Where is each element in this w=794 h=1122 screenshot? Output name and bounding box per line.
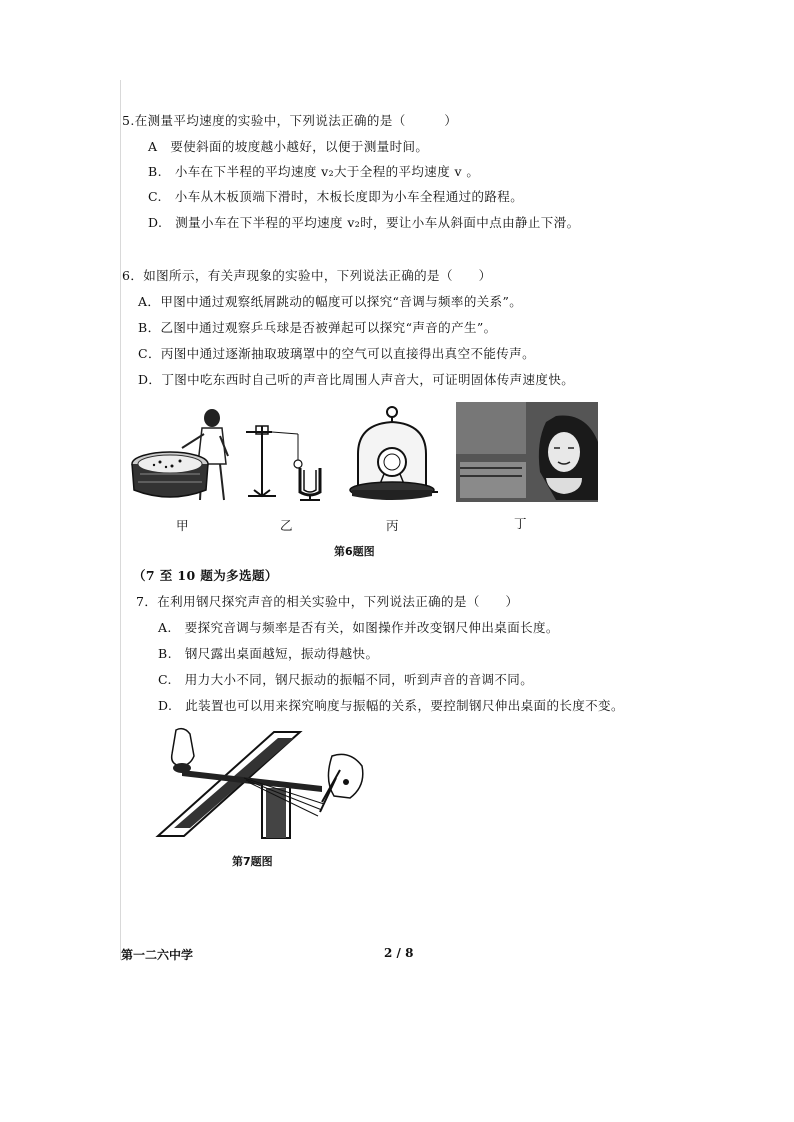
q6-option-a: A．甲图中通过观察纸屑跳动的幅度可以探究“音调与频率的关系”。 — [138, 294, 523, 309]
q6-stem: 6．如图所示，有关声现象的实验中，下列说法正确的是（ ） — [122, 268, 492, 283]
q5-option-a: A 要使斜面的坡度越小越好，以便于测量时间。 — [148, 139, 429, 154]
q7-option-b: B. 钢尺露出桌面越短，振动得越快。 — [158, 646, 379, 661]
multiple-choice-note: （7 至 10 题为多选题） — [133, 568, 278, 583]
figure-label-yi: 乙 — [280, 518, 293, 533]
figure-yi-tuning-fork — [240, 420, 330, 504]
footer-school-name: 第一二六中学 — [121, 948, 194, 962]
binding-margin-line — [120, 80, 121, 960]
figure-q7-steel-ruler — [154, 726, 376, 842]
q5-option-d: D. 测量小车在下半程的平均速度 v₂时，要让小车从斜面中点由静止下滑。 — [148, 215, 580, 230]
figure-label-ding: 丁 — [514, 516, 527, 531]
q5-stem: 5.在测量平均速度的实验中，下列说法正确的是（ ） — [122, 113, 458, 128]
figure-bing-bell-jar — [348, 404, 438, 504]
q7-figure-caption: 第7题图 — [232, 855, 273, 868]
q6-option-d: D．丁图中吃东西时自己听的声音比周围人声音大，可证明固体传声速度快。 — [138, 372, 575, 387]
q7-option-d: D. 此装置也可以用来探究响度与振幅的关系，要控制钢尺伸出桌面的长度不变。 — [158, 698, 624, 713]
q7-option-a: A. 要探究音调与频率是否有关，如图操作并改变钢尺伸出桌面长度。 — [158, 620, 559, 635]
footer-page-number: 2 / 8 — [384, 946, 414, 960]
q7-option-c: C. 用力大小不同，钢尺振动的振幅不同，听到声音的音调不同。 — [158, 672, 534, 687]
figure-label-jia: 甲 — [176, 518, 189, 533]
figure-jia-drum — [130, 404, 240, 504]
q6-option-c: C．丙图中通过逐渐抽取玻璃罩中的空气可以直接得出真空不能传声。 — [138, 346, 535, 361]
figure-label-bing: 丙 — [386, 518, 399, 533]
figure-ding-person-eating — [456, 402, 598, 502]
q5-option-c: C. 小车从木板顶端下滑时，木板长度即为小车全程通过的路程。 — [148, 189, 524, 204]
q6-figure-caption: 第6题图 — [334, 545, 375, 558]
q5-option-b: B. 小车在下半程的平均速度 v₂大于全程的平均速度 v 。 — [148, 164, 480, 179]
q6-option-b: B．乙图中通过观察乒乓球是否被弹起可以探究“声音的产生”。 — [138, 320, 497, 335]
q7-stem: 7．在利用钢尺探究声音的相关实验中，下列说法正确的是（ ） — [136, 594, 519, 609]
